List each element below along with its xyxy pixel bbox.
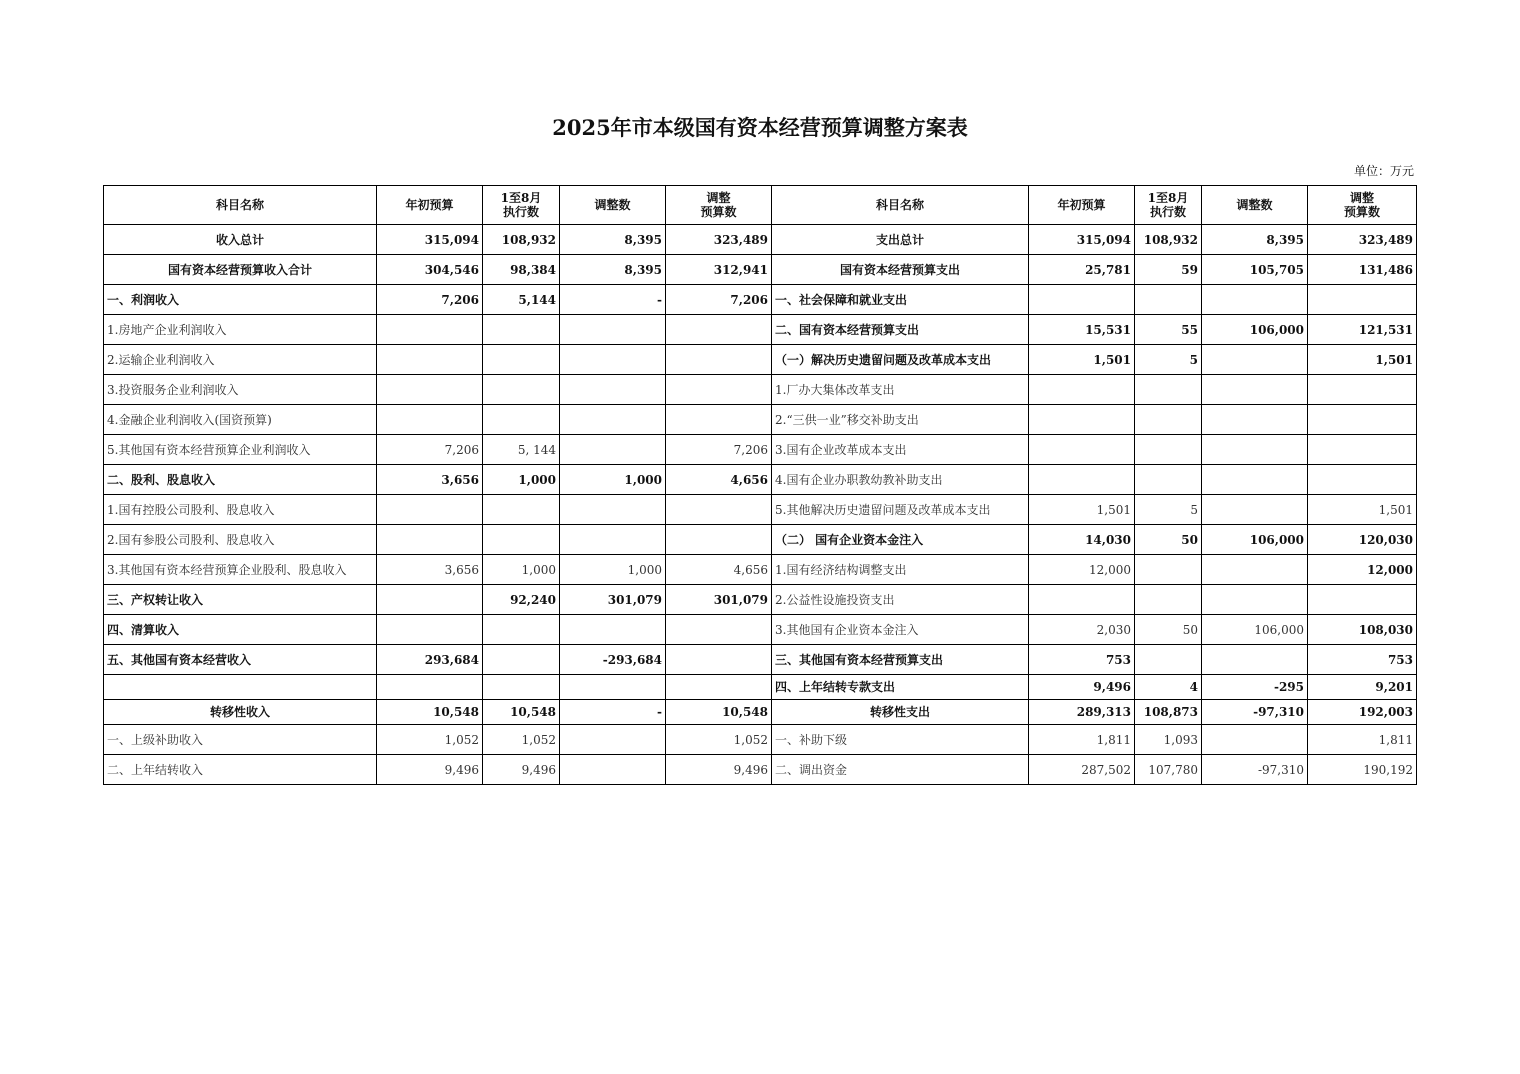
expense-adj-budget-cell: 131,486 <box>1308 255 1417 285</box>
expense-adjust-cell: -97,310 <box>1202 700 1308 725</box>
expense-initial-budget-cell <box>1029 465 1135 495</box>
income-adjust-cell <box>560 495 666 525</box>
expense-initial-budget-cell <box>1029 285 1135 315</box>
col-header-adjust-left: 调整数 <box>560 186 666 225</box>
header-row <box>104 186 1417 225</box>
income-adj-budget-cell <box>666 645 772 675</box>
income-initial-budget-cell: 7,206 <box>377 435 483 465</box>
expense-initial-budget-cell: 14,030 <box>1029 525 1135 555</box>
col-header-initial-budget-left: 年初预算 <box>377 186 483 225</box>
col-header-adj-line1: 调整 <box>1349 191 1374 205</box>
expense-adjust-cell <box>1202 645 1308 675</box>
expense-initial-budget-cell: 25,781 <box>1029 255 1135 285</box>
income-initial-budget-cell: 293,684 <box>377 645 483 675</box>
expense-subject-cell: （一）解决历史遗留问题及改革成本支出 <box>772 345 1029 375</box>
unit-label: 单位：万元 <box>1353 164 1414 178</box>
expense-exec-cell: 108,932 <box>1135 225 1202 255</box>
expense-adjust-cell: 8,395 <box>1202 225 1308 255</box>
expense-subject-cell: 二、调出资金 <box>772 755 1029 785</box>
expense-subject-cell: 三、其他国有资本经营预算支出 <box>772 645 1029 675</box>
expense-initial-budget-cell <box>1029 585 1135 615</box>
income-adjust-cell: -293,684 <box>560 645 666 675</box>
income-exec-cell <box>483 405 560 435</box>
income-exec-cell <box>483 315 560 345</box>
income-initial-budget-cell: 7,206 <box>377 285 483 315</box>
table-row <box>104 375 1417 405</box>
expense-exec-cell: 50 <box>1135 525 1202 555</box>
income-adj-budget-cell <box>666 675 772 700</box>
expense-subject-cell: 3.其他国有企业资本金注入 <box>772 615 1029 645</box>
expense-exec-cell <box>1135 375 1202 405</box>
expense-exec-cell: 5 <box>1135 495 1202 525</box>
income-exec-cell <box>483 645 560 675</box>
col-header-subject-right: 科目名称 <box>772 186 1029 225</box>
income-adj-budget-cell <box>666 405 772 435</box>
income-subject-cell: 1.房地产企业利润收入 <box>104 315 377 345</box>
col-header-exec-line2: 执行数 <box>502 205 539 219</box>
income-initial-budget-cell <box>377 375 483 405</box>
income-adj-budget-cell: 7,206 <box>666 435 772 465</box>
expense-adj-budget-cell: 192,003 <box>1308 700 1417 725</box>
expense-exec-cell: 107,780 <box>1135 755 1202 785</box>
expense-adjust-cell <box>1202 725 1308 755</box>
income-exec-cell: 9,496 <box>483 755 560 785</box>
income-subject-cell: 一、利润收入 <box>104 285 377 315</box>
income-subject-cell: 5.其他国有资本经营预算企业利润收入 <box>104 435 377 465</box>
expense-adjust-cell: 106,000 <box>1202 615 1308 645</box>
income-adjust-cell <box>560 315 666 345</box>
income-subject-cell: 收入总计 <box>104 225 377 255</box>
income-subject-cell: 转移性收入 <box>104 700 377 725</box>
table-row <box>104 675 1417 700</box>
table-row <box>104 755 1417 785</box>
expense-subject-cell: 4.国有企业办职教幼教补助支出 <box>772 465 1029 495</box>
expense-initial-budget-cell: 1,501 <box>1029 495 1135 525</box>
table-row <box>104 405 1417 435</box>
expense-adj-budget-cell <box>1308 465 1417 495</box>
table-row <box>104 495 1417 525</box>
expense-adj-budget-cell <box>1308 405 1417 435</box>
income-subject-cell: 2.国有参股公司股利、股息收入 <box>104 525 377 555</box>
expense-adjust-cell <box>1202 465 1308 495</box>
expense-adj-budget-cell: 753 <box>1308 645 1417 675</box>
income-exec-cell: 108,932 <box>483 225 560 255</box>
income-adj-budget-cell <box>666 375 772 405</box>
col-header-adj-budget-left <box>666 186 772 225</box>
expense-adj-budget-cell: 120,030 <box>1308 525 1417 555</box>
income-adjust-cell <box>560 525 666 555</box>
income-initial-budget-cell <box>377 405 483 435</box>
expense-initial-budget-cell: 15,531 <box>1029 315 1135 345</box>
income-initial-budget-cell: 10,548 <box>377 700 483 725</box>
table-row <box>104 525 1417 555</box>
income-initial-budget-cell <box>377 615 483 645</box>
expense-adjust-cell: 106,000 <box>1202 525 1308 555</box>
income-exec-cell <box>483 615 560 645</box>
expense-exec-cell: 5 <box>1135 345 1202 375</box>
expense-exec-cell <box>1135 435 1202 465</box>
expense-adj-budget-cell: 108,030 <box>1308 615 1417 645</box>
income-adj-budget-cell: 1,052 <box>666 725 772 755</box>
income-adj-budget-cell: 7,206 <box>666 285 772 315</box>
income-subject-cell: 1.国有控股公司股利、股息收入 <box>104 495 377 525</box>
income-adj-budget-cell: 301,079 <box>666 585 772 615</box>
expense-adj-budget-cell: 1,501 <box>1308 345 1417 375</box>
income-subject-cell: 3.其他国有资本经营预算企业股利、股息收入 <box>104 555 377 585</box>
expense-initial-budget-cell <box>1029 435 1135 465</box>
income-exec-cell <box>483 495 560 525</box>
expense-adjust-cell: -97,310 <box>1202 755 1308 785</box>
table-row <box>104 345 1417 375</box>
income-subject-cell: 五、其他国有资本经营收入 <box>104 645 377 675</box>
expense-initial-budget-cell <box>1029 375 1135 405</box>
expense-adj-budget-cell <box>1308 435 1417 465</box>
income-subject-cell: 2.运输企业利润收入 <box>104 345 377 375</box>
income-adjust-cell: 8,395 <box>560 255 666 285</box>
table-row <box>104 435 1417 465</box>
expense-adjust-cell: 105,705 <box>1202 255 1308 285</box>
expense-adjust-cell <box>1202 375 1308 405</box>
expense-exec-cell <box>1135 465 1202 495</box>
expense-adj-budget-cell: 12,000 <box>1308 555 1417 585</box>
expense-exec-cell: 55 <box>1135 315 1202 345</box>
income-adj-budget-cell <box>666 495 772 525</box>
income-subject-cell <box>104 675 377 700</box>
expense-subject-cell: 转移性支出 <box>772 700 1029 725</box>
expense-subject-cell: 四、上年结转专款支出 <box>772 675 1029 700</box>
income-initial-budget-cell: 9,496 <box>377 755 483 785</box>
expense-adjust-cell <box>1202 405 1308 435</box>
income-adjust-cell <box>560 375 666 405</box>
table-row <box>104 645 1417 675</box>
income-exec-cell: 1,000 <box>483 465 560 495</box>
expense-subject-cell: 国有资本经营预算支出 <box>772 255 1029 285</box>
expense-subject-cell: 一、社会保障和就业支出 <box>772 285 1029 315</box>
income-subject-cell: 4.金融企业利润收入(国资预算) <box>104 405 377 435</box>
expense-adj-budget-cell: 121,531 <box>1308 315 1417 345</box>
income-initial-budget-cell: 315,094 <box>377 225 483 255</box>
expense-initial-budget-cell: 289,313 <box>1029 700 1135 725</box>
expense-initial-budget-cell: 9,496 <box>1029 675 1135 700</box>
income-adj-budget-cell: 4,656 <box>666 555 772 585</box>
col-header-exec-left <box>483 186 560 225</box>
income-initial-budget-cell: 3,656 <box>377 555 483 585</box>
expense-adj-budget-cell <box>1308 375 1417 405</box>
expense-exec-cell: 1,093 <box>1135 725 1202 755</box>
expense-exec-cell <box>1135 555 1202 585</box>
col-header-adj-line1: 调整 <box>706 191 731 205</box>
income-exec-cell: 1,000 <box>483 555 560 585</box>
expense-adjust-cell <box>1202 435 1308 465</box>
income-adjust-cell <box>560 755 666 785</box>
budget-table <box>103 185 1417 785</box>
expense-adj-budget-cell: 1,501 <box>1308 495 1417 525</box>
income-adjust-cell: - <box>560 700 666 725</box>
income-adjust-cell <box>560 435 666 465</box>
table-row <box>104 315 1417 345</box>
income-initial-budget-cell <box>377 675 483 700</box>
table-row <box>104 555 1417 585</box>
table-row <box>104 285 1417 315</box>
income-subject-cell: 二、上年结转收入 <box>104 755 377 785</box>
income-subject-cell: 一、上级补助收入 <box>104 725 377 755</box>
page-title: 2025年市本级国有资本经营预算调整方案表 <box>552 115 968 140</box>
income-adj-budget-cell <box>666 345 772 375</box>
expense-adjust-cell <box>1202 495 1308 525</box>
expense-adj-budget-cell: 190,192 <box>1308 755 1417 785</box>
expense-subject-cell: 1.国有经济结构调整支出 <box>772 555 1029 585</box>
income-initial-budget-cell <box>377 585 483 615</box>
col-header-exec-right <box>1135 186 1202 225</box>
expense-initial-budget-cell: 1,501 <box>1029 345 1135 375</box>
expense-adjust-cell: 106,000 <box>1202 315 1308 345</box>
income-exec-cell: 92,240 <box>483 585 560 615</box>
income-initial-budget-cell <box>377 495 483 525</box>
income-adj-budget-cell <box>666 525 772 555</box>
expense-adj-budget-cell <box>1308 285 1417 315</box>
income-adjust-cell <box>560 725 666 755</box>
income-adj-budget-cell: 323,489 <box>666 225 772 255</box>
expense-adjust-cell: -295 <box>1202 675 1308 700</box>
income-subject-cell: 四、清算收入 <box>104 615 377 645</box>
income-subject-cell: 国有资本经营预算收入合计 <box>104 255 377 285</box>
expense-initial-budget-cell <box>1029 405 1135 435</box>
income-exec-cell: 1,052 <box>483 725 560 755</box>
expense-initial-budget-cell: 12,000 <box>1029 555 1135 585</box>
expense-subject-cell: 支出总计 <box>772 225 1029 255</box>
expense-adj-budget-cell: 1,811 <box>1308 725 1417 755</box>
income-initial-budget-cell: 304,546 <box>377 255 483 285</box>
col-header-exec-line2: 执行数 <box>1149 205 1186 219</box>
table-row <box>104 700 1417 725</box>
expense-exec-cell <box>1135 405 1202 435</box>
table-row <box>104 725 1417 755</box>
expense-initial-budget-cell: 2,030 <box>1029 615 1135 645</box>
income-adjust-cell: 1,000 <box>560 555 666 585</box>
income-adj-budget-cell: 9,496 <box>666 755 772 785</box>
income-adj-budget-cell: 4,656 <box>666 465 772 495</box>
income-adjust-cell: 1,000 <box>560 465 666 495</box>
expense-adjust-cell <box>1202 285 1308 315</box>
expense-subject-cell: （二） 国有企业资本金注入 <box>772 525 1029 555</box>
table-row <box>104 615 1417 645</box>
expense-exec-cell: 50 <box>1135 615 1202 645</box>
expense-initial-budget-cell: 287,502 <box>1029 755 1135 785</box>
expense-subject-cell: 一、补助下级 <box>772 725 1029 755</box>
expense-subject-cell: 2.公益性设施投资支出 <box>772 585 1029 615</box>
income-initial-budget-cell <box>377 345 483 375</box>
expense-exec-cell: 59 <box>1135 255 1202 285</box>
expense-subject-cell: 3.国有企业改革成本支出 <box>772 435 1029 465</box>
income-subject-cell: 三、产权转让收入 <box>104 585 377 615</box>
income-exec-cell: 10,548 <box>483 700 560 725</box>
income-initial-budget-cell <box>377 315 483 345</box>
expense-adj-budget-cell <box>1308 585 1417 615</box>
col-header-initial-budget-right: 年初预算 <box>1029 186 1135 225</box>
income-initial-budget-cell <box>377 525 483 555</box>
expense-initial-budget-cell: 315,094 <box>1029 225 1135 255</box>
col-header-adj-budget-right <box>1308 186 1417 225</box>
expense-subject-cell: 5.其他解决历史遗留问题及改革成本支出 <box>772 495 1029 525</box>
income-adjust-cell <box>560 615 666 645</box>
income-adj-budget-cell <box>666 315 772 345</box>
col-header-subject-left: 科目名称 <box>104 186 377 225</box>
income-exec-cell: 5,144 <box>483 285 560 315</box>
income-exec-cell: 5, 144 <box>483 435 560 465</box>
income-adjust-cell <box>560 345 666 375</box>
table-row <box>104 585 1417 615</box>
expense-subject-cell: 1.厂办大集体改革支出 <box>772 375 1029 405</box>
expense-subject-cell: 2.“三供一业”移交补助支出 <box>772 405 1029 435</box>
col-header-exec-line1: 1至8月 <box>1147 191 1189 205</box>
col-header-adjust-right: 调整数 <box>1202 186 1308 225</box>
expense-exec-cell <box>1135 585 1202 615</box>
income-exec-cell <box>483 375 560 405</box>
col-header-adj-line2: 预算数 <box>700 205 737 219</box>
income-initial-budget-cell: 3,656 <box>377 465 483 495</box>
expense-adjust-cell <box>1202 585 1308 615</box>
income-adjust-cell <box>560 675 666 700</box>
income-adjust-cell: - <box>560 285 666 315</box>
expense-subject-cell: 二、国有资本经营预算支出 <box>772 315 1029 345</box>
table-row <box>104 225 1417 255</box>
table-body <box>104 225 1417 785</box>
income-exec-cell <box>483 525 560 555</box>
income-exec-cell <box>483 675 560 700</box>
table-row <box>104 465 1417 495</box>
income-adjust-cell: 8,395 <box>560 225 666 255</box>
income-exec-cell: 98,384 <box>483 255 560 285</box>
expense-initial-budget-cell: 753 <box>1029 645 1135 675</box>
income-subject-cell: 3.投资服务企业利润收入 <box>104 375 377 405</box>
income-adjust-cell: 301,079 <box>560 585 666 615</box>
expense-exec-cell: 4 <box>1135 675 1202 700</box>
expense-adj-budget-cell: 323,489 <box>1308 225 1417 255</box>
expense-exec-cell <box>1135 285 1202 315</box>
income-adj-budget-cell: 312,941 <box>666 255 772 285</box>
table-row <box>104 255 1417 285</box>
income-subject-cell: 二、股利、股息收入 <box>104 465 377 495</box>
expense-exec-cell <box>1135 645 1202 675</box>
expense-adjust-cell <box>1202 345 1308 375</box>
expense-initial-budget-cell: 1,811 <box>1029 725 1135 755</box>
income-adj-budget-cell: 10,548 <box>666 700 772 725</box>
income-adjust-cell <box>560 405 666 435</box>
expense-adj-budget-cell: 9,201 <box>1308 675 1417 700</box>
expense-adjust-cell <box>1202 555 1308 585</box>
expense-exec-cell: 108,873 <box>1135 700 1202 725</box>
col-header-adj-line2: 预算数 <box>1343 205 1380 219</box>
income-exec-cell <box>483 345 560 375</box>
col-header-exec-line1: 1至8月 <box>500 191 542 205</box>
income-initial-budget-cell: 1,052 <box>377 725 483 755</box>
income-adj-budget-cell <box>666 615 772 645</box>
